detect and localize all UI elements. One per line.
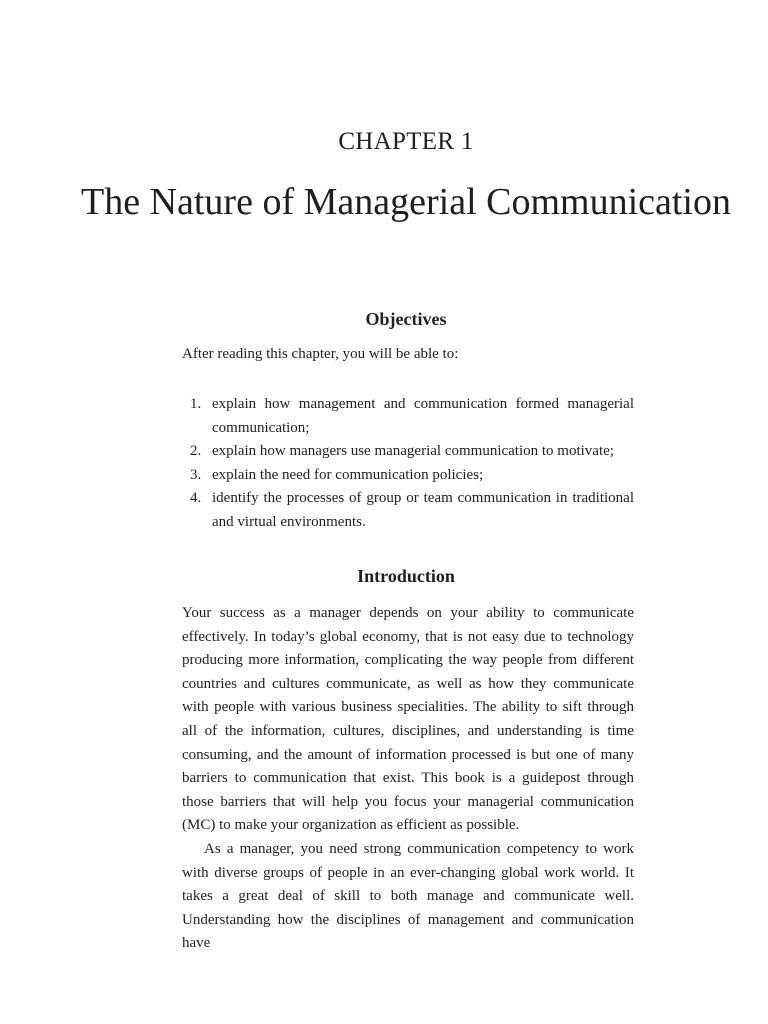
paragraph: As a manager, you need strong communication competency to work with diverse groups of people in an ever-changing global work world. It takes a great deal of skill to both manage and communicate well. Understanding how the disciplines of management and communication have — [182, 840, 634, 952]
list-item-text: explain how management and communication formed managerial communication; — [212, 396, 634, 436]
paragraph: Your success as a manager depends on your ability to communicate effectively. In today’s global economy, that is not easy due to technology producing more information, complicating the way people from different countries and cultures communicate, as well as how they communicate with people with various business specialities. The ability to sift through all of the information, cultures, disciplines, and understanding is time consuming, and the amount of information processed is but one of many barriers to communication that exist. This book is a guidepost through those barriers that will help you focus your managerial communication (MC) to make your organization as efficient as possible. — [182, 605, 634, 834]
list-item-number: 3. — [190, 466, 202, 483]
list-item-text: explain the need for communication policies; — [212, 466, 484, 483]
list-item — [182, 440, 634, 464]
list-item-number: 4. — [190, 490, 202, 506]
list-item-text: explain how managers use managerial communication to motivate; — [212, 443, 614, 459]
list-item — [182, 464, 634, 488]
list-item-number: 2. — [190, 443, 202, 459]
list-item — [182, 393, 634, 440]
chapter-number: CHAPTER 1 — [338, 128, 474, 155]
introduction-heading: Introduction — [357, 566, 455, 586]
list-item-text: identify the processes of group or team communication in traditional and virtual environments. — [212, 490, 634, 530]
objectives-heading: Objectives — [365, 309, 447, 329]
chapter-title: The Nature of Managerial Communication — [80, 181, 731, 223]
list-item — [182, 487, 634, 534]
list-item-number: 1. — [190, 396, 202, 412]
introduction-body — [182, 602, 634, 956]
objectives-list — [182, 393, 634, 534]
objectives-lead: After reading this chapter, you will be able to: — [182, 346, 459, 362]
